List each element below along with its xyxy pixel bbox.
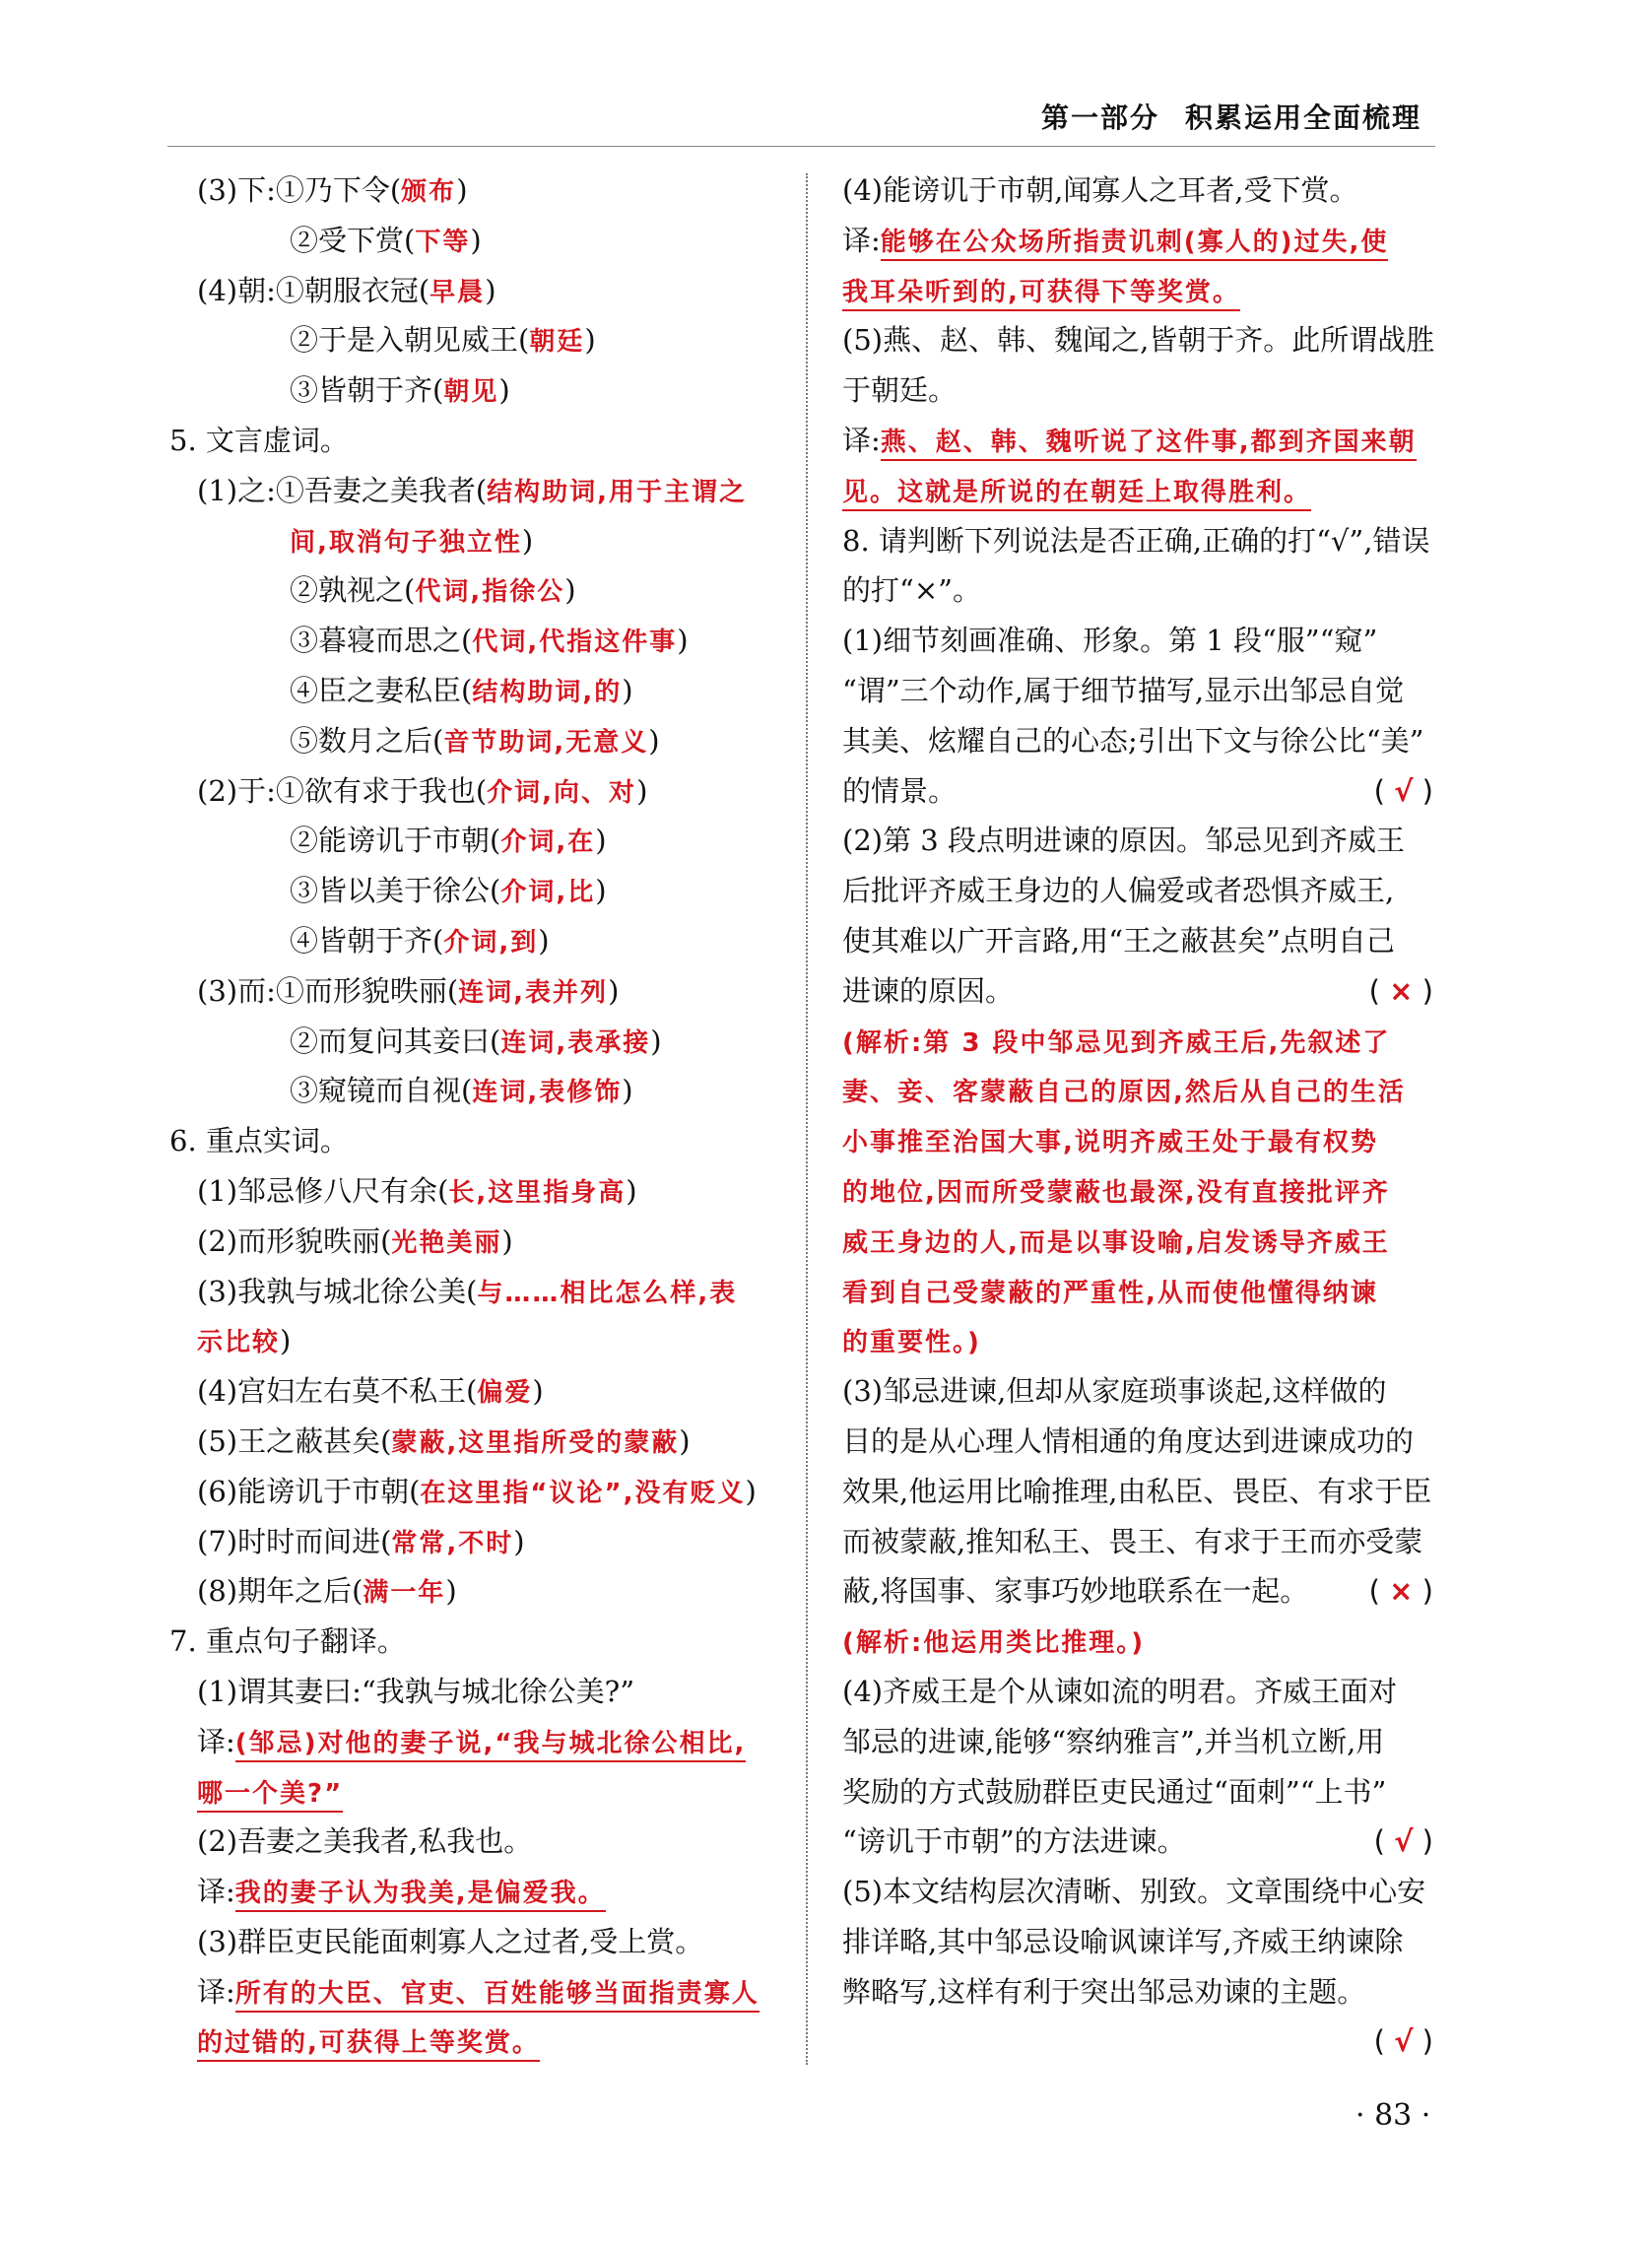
text-line [169,1767,790,1818]
printed-text: (8)期年之后( [197,1574,363,1609]
text-line [842,916,1433,966]
answer-text: 常常,不时 [391,1528,514,1558]
text-line [842,1767,1433,1818]
answer-text: 介词,向、对 [487,777,637,808]
closing-paren: ) [650,1024,662,1058]
printed-text: ②能谤讥于市朝( [290,824,501,858]
answer-text: 连词,表并列 [458,977,609,1008]
text-line [842,315,1433,365]
answer-text: 连词,表承接 [500,1027,651,1058]
printed-text: 于朝廷。 [842,373,958,408]
text-line [169,1667,790,1717]
text-line [169,716,790,766]
text-line [169,1967,790,2017]
printed-text: 译: [842,223,881,257]
judgement-mark: ( √ ) [1373,1824,1433,1859]
text-line [842,1667,1433,1717]
answer-text: 威王身边的人,而是以事设喻,启发诱导齐威王 [842,1227,1390,1258]
printed-text: 的打“×”。 [842,573,981,608]
mark-value: √ [1394,1824,1414,1859]
answer-text: 介词,比 [500,878,596,908]
column-divider [806,173,808,2065]
answer-text: 长,这里指身高 [448,1177,627,1208]
text-line [169,1617,790,1667]
answer-text: (邹忌)对他的妻子说,“我与城北徐公相比, [235,1729,747,1762]
closing-paren: ) [538,923,550,958]
text-line [169,266,790,316]
printed-text: 译: [197,1875,235,1909]
text-line [842,416,1433,466]
printed-text: 5. 文言虚词。 [169,423,349,457]
closing-paren: ) [564,573,576,608]
closing-paren: ) [677,624,689,658]
text-line [842,216,1433,266]
text-line [842,365,1433,416]
closing-paren: ) [595,874,607,908]
answer-text: 所有的大臣、官吏、百姓能够当面指责寡人 [235,1979,760,2013]
text-line [169,315,790,365]
text-line [842,1817,1433,1867]
closing-paren: ) [521,523,534,558]
printed-text: 其美、炫耀自己的心态;引出下文与徐公比“美” [842,723,1424,758]
closing-paren: ) [513,1524,525,1558]
printed-text: ②而复问其妾曰( [290,1024,501,1058]
answer-text: 偏爱 [477,1378,533,1409]
closing-paren: ) [280,1324,292,1358]
text-line [169,516,790,566]
answer-text: 我耳朵听到的,可获得下等奖赏。 [842,278,1240,311]
printed-text: ④臣之妻私臣( [290,673,473,707]
answer-text: 哪一个美?” [197,1779,343,1813]
answer-text: 早晨 [430,277,486,307]
answer-text: 满一年 [363,1578,446,1609]
text-line [842,1417,1433,1467]
text-line [842,1166,1433,1217]
answer-text: 朝廷 [529,327,585,358]
text-line [169,1867,790,1917]
text-line [842,966,1433,1017]
text-line [169,1166,790,1217]
closing-paren: ) [679,1423,691,1458]
text-line [842,666,1433,716]
printed-text: (3)群臣吏民能面刺寡人之过者,受上赏。 [197,1924,704,1958]
text-line [169,1366,790,1417]
text-line [169,1917,790,1967]
printed-text: ②受下赏( [290,223,416,257]
text-line [842,165,1433,216]
closing-paren: ) [648,723,660,758]
text-line [169,1566,790,1617]
mark-value: × [1389,973,1414,1008]
printed-text: 蔽,将国事、家事巧妙地联系在一起。 [842,1574,1309,1609]
judgement-mark: ( × ) [1368,1574,1433,1609]
text-line [169,666,790,716]
printed-text: (7)时时而间进( [197,1524,392,1558]
page-number: · 83 · [1355,2098,1431,2133]
mark-value: √ [1394,2024,1414,2059]
answer-text: 结构助词,的 [472,677,623,707]
text-line [169,916,790,966]
printed-text: (3)下:①乃下令( [197,173,402,207]
printed-text: 译: [197,1724,235,1758]
printed-text: (1)之:①吾妻之美我者( [197,473,488,507]
printed-text: ③暮寝而思之( [290,624,473,658]
judgement-mark: ( × ) [1368,973,1433,1008]
printed-text: (2)而形貌昳丽( [197,1223,392,1258]
printed-text: (4)能谤讥于市朝,闻寡人之耳者,受下赏。 [842,173,1358,207]
closing-paren: ) [470,223,482,257]
text-line [842,466,1433,516]
text-line [169,365,790,416]
printed-text: 目的是从心理人情相通的角度达到进谏成功的 [842,1423,1415,1458]
printed-text: (4)齐威王是个从谏如流的明君。齐威王面对 [842,1674,1398,1708]
closing-paren: ) [445,1574,457,1609]
left-column [169,165,790,2067]
closing-paren: ) [595,824,607,858]
printed-text: 邹忌的进谏,能够“察纳雅言”,并当机立断,用 [842,1724,1385,1758]
answer-text: 见。这就是所说的在朝廷上取得胜利。 [842,478,1311,511]
printed-text: (1)细节刻画准确、形象。第 1 段“服”“窥” [842,624,1378,658]
header-part: 第一部分 [1040,101,1159,134]
answer-text: 朝见 [443,377,499,408]
printed-text: 译: [197,1974,235,2009]
printed-text: (2)第 3 段点明进谏的原因。邹忌见到齐威王 [842,824,1405,858]
closing-paren: ) [532,1374,544,1409]
printed-text: (5)王之蔽甚矣( [197,1423,392,1458]
text-line [842,1066,1433,1116]
text-line [169,1116,790,1166]
text-line [169,1267,790,1317]
printed-text: ③皆朝于齐( [290,373,444,408]
text-line [169,1817,790,1867]
printed-text: (5)本文结构层次清晰、别致。文章围绕中心安 [842,1875,1426,1909]
text-line [842,1566,1433,1617]
header-title: 积累运用全面梳理 [1184,101,1421,134]
printed-text: (2)吾妻之美我者,私我也。 [197,1824,533,1859]
printed-text: 8. 请判断下列说法是否正确,正确的打“√”,错误 [842,523,1430,558]
answer-text: 与……相比怎么样,表 [477,1278,738,1308]
printed-text: (5)燕、赵、韩、魏闻之,皆朝于齐。此所谓战胜 [842,323,1435,358]
printed-text: (3)我孰与城北徐公美( [197,1274,478,1308]
text-line [169,466,790,516]
printed-text: 6. 重点实词。 [169,1124,349,1158]
printed-text: (2)于:①欲有求于我也( [197,773,488,808]
printed-text: 后批评齐威王身边的人偏爱或者恐惧齐威王, [842,874,1395,908]
printed-text: 效果,他运用比喻推理,由私臣、畏臣、有求于臣 [842,1474,1432,1508]
answer-text: 我的妻子认为我美,是偏爱我。 [235,1879,606,1912]
closing-paren: ) [745,1474,757,1508]
printed-text: (4)宫妇左右莫不私王( [197,1374,478,1409]
text-line [169,1517,790,1567]
closing-paren: ) [584,323,596,358]
text-line [169,1467,790,1517]
text-line [842,266,1433,316]
printed-text: 译: [842,423,881,457]
text-line [169,1217,790,1267]
answer-text: 妻、妾、客蒙蔽自己的原因,然后从自己的生活 [842,1078,1406,1108]
text-line [169,966,790,1017]
answer-text: 的地位,因而所受蒙蔽也最深,没有直接批评齐 [842,1177,1390,1208]
printed-text: (1)邹忌修八尺有余( [197,1173,449,1208]
answer-text: 的重要性。) [842,1328,981,1358]
printed-text: “谤讥于市朝”的方法进谏。 [842,1824,1186,1859]
answer-text: (解析:第 3 段中邹忌见到齐威王后,先叙述了 [842,1027,1391,1058]
text-line [169,1717,790,1767]
judgement-mark: ( √ ) [1373,2024,1433,2059]
printed-text: (3)而:①而形貌昳丽( [197,973,459,1008]
printed-text: (1)谓其妻曰:“我孰与城北徐公美?” [197,1674,635,1708]
answer-text: 在这里指“议论”,没有贬义 [420,1478,746,1508]
mark-value: √ [1394,773,1414,808]
text-line [842,1467,1433,1517]
header-rule [167,146,1435,147]
printed-text: (3)邹忌进谏,但却从家庭琐事谈起,这样做的 [842,1374,1387,1409]
answer-text: 看到自己受蒙蔽的严重性,从而使他懂得纳谏 [842,1278,1378,1308]
answer-text: 介词,到 [443,927,539,958]
judgement-mark: ( √ ) [1373,773,1433,808]
text-line [169,816,790,866]
printed-text: ②于是入朝见威王( [290,323,530,358]
closing-paren: ) [456,173,468,207]
closing-paren: ) [626,1173,637,1208]
printed-text: 使其难以广开言路,用“王之蔽甚矣”点明自己 [842,923,1395,958]
text-line [842,1217,1433,1267]
closing-paren: ) [636,773,648,808]
text-line [842,1717,1433,1767]
text-line [842,1366,1433,1417]
closing-paren: ) [622,673,633,707]
text-line [169,416,790,466]
text-line [842,1967,1433,2017]
printed-text: ④皆朝于齐( [290,923,444,958]
text-line [842,2017,1433,2067]
text-line [842,616,1433,666]
closing-paren: ) [501,1223,513,1258]
answer-text: 连词,表修饰 [472,1078,623,1108]
text-line [169,766,790,817]
printed-text: “谓”三个动作,属于细节描写,显示出邹忌自觉 [842,673,1405,707]
text-line [842,565,1433,616]
closing-paren: ) [608,973,620,1008]
text-line [842,1617,1433,1667]
text-line [842,1316,1433,1366]
answer-text: 蒙蔽,这里指所受的蒙蔽 [391,1427,680,1458]
answer-text: 结构助词,用于主谓之 [487,477,748,507]
answer-text: 能够在公众场所指责讥刺(寡人的)过失,使 [881,228,1389,261]
answer-text: 间,取消句子独立性 [290,527,522,558]
printed-text: 而被蒙蔽,推知私王、畏王、有求于王而亦受蒙 [842,1524,1423,1558]
printed-text: ③窥镜而自视( [290,1074,473,1108]
text-line [842,516,1433,566]
answer-text: 音节助词,无意义 [443,727,649,758]
text-line [842,766,1433,817]
closing-paren: ) [485,273,496,307]
text-line [842,1116,1433,1166]
text-line [169,165,790,216]
printed-text: (4)朝:①朝服衣冠( [197,273,430,307]
printed-text: 奖励的方式鼓励群臣吏民通过“面刺”“上书” [842,1774,1387,1809]
text-line [169,866,790,916]
answer-text: 燕、赵、韩、魏听说了这件事,都到齐国来朝 [881,428,1417,461]
text-line [842,866,1433,916]
text-line [169,2017,790,2067]
text-line [842,1517,1433,1567]
closing-paren: ) [622,1074,633,1108]
answer-text: 代词,代指这件事 [472,628,678,658]
text-line [842,1267,1433,1317]
answer-text: 下等 [415,227,471,257]
text-line [169,216,790,266]
answer-text: 的过错的,可获得上等奖赏。 [197,2028,540,2062]
printed-text: (6)能谤讥于市朝( [197,1474,421,1508]
running-header [1041,97,1421,136]
text-line [842,716,1433,766]
answer-text: 示比较 [197,1328,281,1358]
text-line [169,565,790,616]
text-line [169,1017,790,1067]
answer-text: (解析:他运用类比推理。) [842,1628,1146,1659]
printed-text: 7. 重点句子翻译。 [169,1624,406,1659]
printed-text: ②孰视之( [290,573,416,608]
text-line [842,1917,1433,1967]
printed-text: 进谏的原因。 [842,973,1015,1008]
text-line [842,1867,1433,1917]
closing-paren: ) [498,373,510,408]
printed-text: ⑤数月之后( [290,723,444,758]
answer-text: 光艳美丽 [391,1227,502,1258]
mark-value: × [1389,1574,1414,1609]
answer-text: 小事推至治国大事,说明齐威王处于最有权势 [842,1128,1378,1158]
text-line [842,1017,1433,1067]
printed-text: 排详略,其中邹忌设喻讽谏详写,齐威王纳谏除 [842,1924,1404,1958]
text-line [842,816,1433,866]
printed-text: 弊略写,这样有利于突出邹忌劝谏的主题。 [842,1974,1366,2009]
text-line [169,1417,790,1467]
text-line [169,616,790,666]
printed-text: ③皆以美于徐公( [290,874,501,908]
printed-text: 的情景。 [842,773,958,808]
answer-text: 颁布 [401,177,457,207]
text-line [169,1066,790,1116]
answer-text: 代词,指徐公 [415,577,565,608]
right-column [842,165,1433,2067]
text-line [169,1316,790,1366]
answer-text: 介词,在 [500,827,596,858]
